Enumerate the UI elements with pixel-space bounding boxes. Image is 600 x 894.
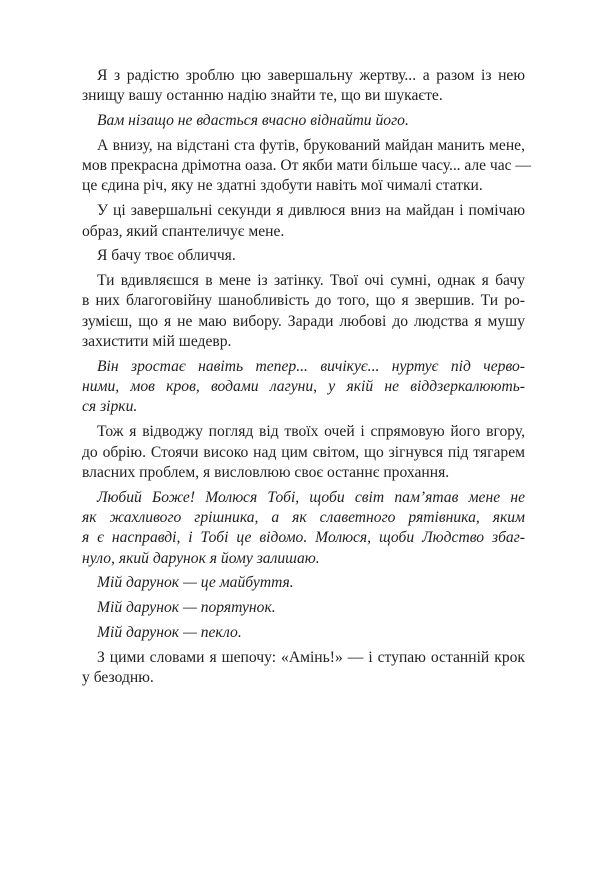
text-line: Мій дарунок — порятунок. <box>97 599 276 617</box>
book-page <box>80 66 531 693</box>
text-line: Я з радістю зроблю цю завершальну жертву... а разом із нею <box>97 67 525 84</box>
text-line: я є насправді, і Тобі це відомо. Молюся, щоби Людство збаг- <box>82 529 525 547</box>
paragraph <box>80 648 525 689</box>
paragraph <box>80 573 525 593</box>
text-line: захистити мій шедевр. <box>82 333 232 351</box>
text-line: як жахливого грішника, а як славетного рятівника, яким <box>82 508 525 526</box>
text-line: ся зірки. <box>82 398 138 416</box>
text-line: Ти вдивляєшся в мене із затінку. Твої очі сумні, однак я бачу <box>97 272 525 290</box>
text-line: Я бачу твоє обличчя. <box>97 247 236 265</box>
text-line: Мій дарунок — це майбуття. <box>97 574 294 592</box>
text-line: зумієш, що я не маю вибору. Заради любові до людства я мушу <box>82 312 525 330</box>
paragraph <box>80 111 525 131</box>
text-line: образ, який спантеличує мене. <box>82 222 285 240</box>
text-line: до обрію. Стоячи високо над цим світом, що зігнувся під тягарем <box>82 443 525 461</box>
text-line: в них благоговійну шанобливість до того, що я звершив. Ти ро- <box>82 292 525 310</box>
text-line: У ці завершальні секунди я дивлюся вниз на майдан і помічаю <box>97 202 525 220</box>
text-line: знищу вашу останню надію знайти те, що ви шукаєте. <box>82 87 443 105</box>
text-line: власних проблем, я висловлюю своє останнє прохання. <box>82 463 450 481</box>
text-line: нуло, який дарунок я йому залишаю. <box>82 549 320 567</box>
paragraph <box>80 422 525 483</box>
paragraph <box>80 488 525 569</box>
text-line: це єдина річ, яку не здатні здобути навіть мої чималі статки. <box>82 177 483 195</box>
paragraph <box>80 136 531 197</box>
paragraph <box>80 623 525 643</box>
paragraph <box>80 66 525 107</box>
text-line: Вам нізащо не вдасться вчасно віднайти його. <box>97 112 409 130</box>
text-line: Він зростає навіть тепер... вичікує... нуртує під черво- <box>97 357 525 375</box>
text-line: Мій дарунок — пекло. <box>97 623 242 641</box>
paragraph <box>80 271 525 352</box>
text-line: Тож я відводжу погляд від твоїх очей і спрямовую його вгору, <box>97 423 525 441</box>
text-line: А внизу, на відстані ста футів, брукований майдан манить мене, <box>97 136 525 154</box>
paragraph <box>80 246 525 266</box>
paragraph <box>80 598 525 618</box>
text-line: Любий Боже! Молюся Тобі, щоби світ пам’ятав мене не <box>97 488 525 506</box>
text-line: ними, мов кров, водами лагуни, у якій не віддзеркалюють- <box>82 378 525 396</box>
text-line: у безодню. <box>82 669 154 687</box>
paragraph <box>80 357 525 418</box>
text-line: З цими словами я шепочу: «Амінь!» — і ступаю останній крок <box>97 648 525 666</box>
paragraph <box>80 201 525 242</box>
text-line: мов прекрасна дрімотна оаза. От якби мати більше часу... але час — <box>82 157 531 175</box>
